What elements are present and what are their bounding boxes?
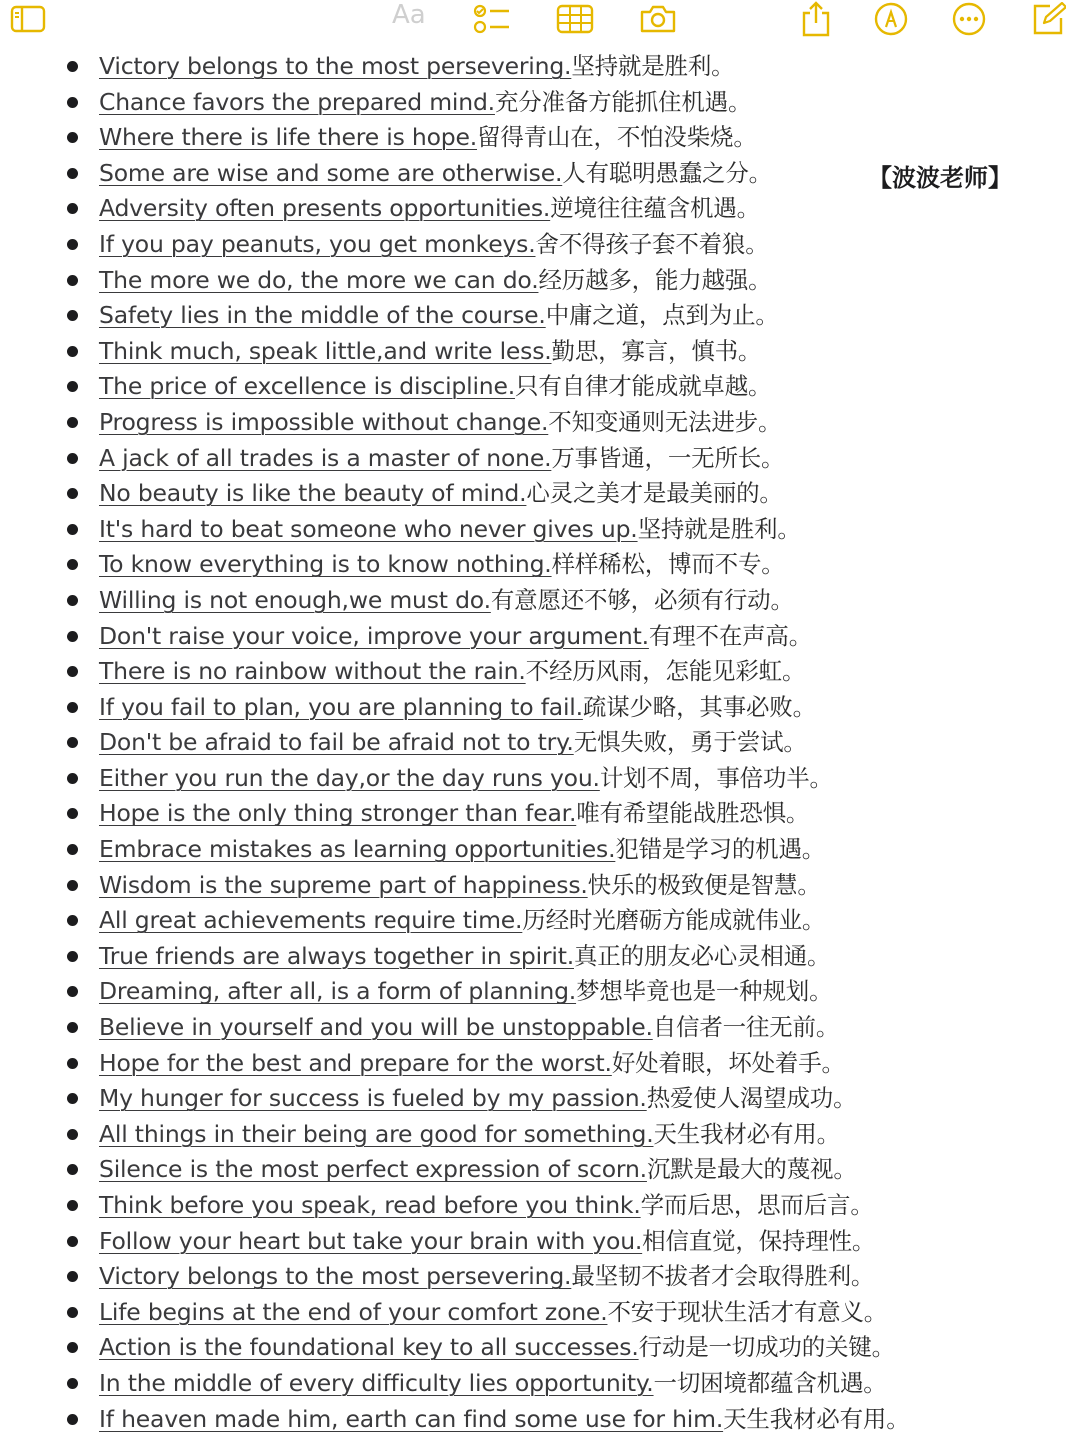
english-phrase: Adversity often presents opportunities. xyxy=(99,194,551,223)
bullet-icon xyxy=(67,310,78,321)
camera-icon[interactable] xyxy=(637,2,679,36)
list-item-text xyxy=(99,904,825,936)
list-item-text xyxy=(99,726,807,758)
bullet-icon xyxy=(67,1058,78,1069)
english-phrase: Action is the foundational key to all successes. xyxy=(99,1333,639,1362)
english-phrase: Victory belongs to the most persevering. xyxy=(99,1262,572,1291)
checklist-icon[interactable] xyxy=(472,2,512,36)
english-phrase: There is no rainbow without the rain. xyxy=(99,657,526,686)
list-item[interactable] xyxy=(0,868,1080,904)
english-phrase: Life begins at the end of your comfort zone. xyxy=(99,1297,608,1326)
list-item[interactable] xyxy=(0,583,1080,619)
list-item-text xyxy=(99,1082,856,1114)
english-phrase: Wisdom is the supreme part of happiness. xyxy=(99,870,588,899)
chinese-translation: 逆境往往蕴含机遇。 xyxy=(550,194,760,223)
bullet-icon xyxy=(67,1236,78,1247)
chinese-translation: 经历越多，能力越强。 xyxy=(538,265,772,294)
list-item[interactable] xyxy=(0,1046,1080,1082)
bullet-icon xyxy=(67,1200,78,1211)
list-item[interactable] xyxy=(0,725,1080,761)
list-item[interactable] xyxy=(0,1010,1080,1046)
english-phrase: Hope for the best and prepare for the worst. xyxy=(99,1048,612,1077)
list-item-text xyxy=(99,584,794,616)
bullet-icon xyxy=(67,1022,78,1033)
list-item[interactable] xyxy=(0,761,1080,797)
list-item[interactable] xyxy=(0,1081,1080,1117)
list-item-text xyxy=(99,157,772,189)
list-item-text xyxy=(99,1047,845,1079)
bullet-icon xyxy=(67,915,78,926)
english-phrase: If you pay peanuts, you get monkeys. xyxy=(99,229,536,258)
list-item[interactable] xyxy=(0,1295,1080,1331)
list-item-text xyxy=(99,1260,874,1292)
english-phrase: It's hard to beat someone who never gives up. xyxy=(99,514,638,543)
chinese-translation: 最坚韧不拔者才会取得胜利。 xyxy=(571,1262,875,1291)
chinese-translation: 充分准备方能抓住机遇。 xyxy=(494,87,752,116)
chinese-translation: 样样稀松，博而不专。 xyxy=(551,550,785,579)
note-body[interactable] xyxy=(0,49,1080,1437)
sidebar-icon[interactable] xyxy=(8,2,48,36)
chinese-translation: 只有自律才能成就卓越。 xyxy=(515,372,772,401)
list-item[interactable] xyxy=(0,903,1080,939)
chinese-translation: 不知变通则无法进步。 xyxy=(548,407,782,436)
bullet-icon xyxy=(67,631,78,642)
author-tag: 【波波老师】 xyxy=(868,164,1012,192)
bullet-icon xyxy=(67,1414,78,1425)
english-phrase: Embrace mistakes as learning opportunities. xyxy=(99,835,616,864)
english-phrase: Victory belongs to the most persevering. xyxy=(99,52,572,80)
list-item[interactable] xyxy=(0,1117,1080,1153)
list-item-text xyxy=(99,833,825,865)
bullet-icon xyxy=(67,1342,78,1353)
list-item[interactable] xyxy=(0,1188,1080,1224)
chinese-translation: 天生我材必有用。 xyxy=(653,1119,840,1148)
list-item-text xyxy=(99,513,801,545)
chinese-translation: 不经历风雨，怎能见彩虹。 xyxy=(525,657,806,686)
english-phrase: Where there is life there is hope. xyxy=(99,123,478,152)
list-item[interactable] xyxy=(0,49,1080,85)
list-item[interactable] xyxy=(0,1259,1080,1295)
list-item[interactable] xyxy=(0,832,1080,868)
english-phrase: Follow your heart but take your brain with you. xyxy=(99,1226,643,1255)
list-item-text xyxy=(99,477,783,509)
list-item-text xyxy=(99,335,761,367)
chinese-translation: 勤思，寡言，慎书。 xyxy=(551,336,762,365)
list-item[interactable] xyxy=(0,227,1080,263)
bullet-icon xyxy=(67,666,78,677)
chinese-translation: 计划不周，事倍功半。 xyxy=(599,763,833,792)
list-item-text xyxy=(99,406,781,438)
list-item-text xyxy=(99,370,771,402)
english-phrase: Dreaming, after all, is a form of planning. xyxy=(99,977,577,1006)
english-phrase: Progress is impossible without change. xyxy=(99,407,549,436)
list-item-text xyxy=(99,1189,874,1221)
list-item-text xyxy=(99,1296,887,1328)
chinese-translation: 有理不在声高。 xyxy=(648,621,813,650)
chinese-translation: 梦想毕竟也是一种规划。 xyxy=(576,977,833,1006)
list-item-text xyxy=(99,86,751,118)
english-phrase: Silence is the most perfect expression of scorn. xyxy=(99,1155,647,1184)
list-item[interactable] xyxy=(0,547,1080,583)
english-phrase: To know everything is to know nothing. xyxy=(99,550,552,579)
list-item[interactable] xyxy=(0,796,1080,832)
english-phrase: If heaven made him, earth can find some use for him. xyxy=(99,1404,724,1433)
list-item[interactable] xyxy=(0,1402,1080,1438)
list-item[interactable] xyxy=(0,1330,1080,1366)
notes-toolbar xyxy=(0,0,1080,44)
english-phrase: My hunger for success is fueled by my passion. xyxy=(99,1084,647,1113)
list-item-text xyxy=(99,620,812,652)
format-text-button[interactable]: Aa xyxy=(392,0,426,30)
list-item-text xyxy=(99,121,757,153)
english-phrase: Safety lies in the middle of the course. xyxy=(99,301,546,330)
list-item[interactable] xyxy=(0,441,1080,477)
share-icon[interactable] xyxy=(798,2,834,36)
chinese-translation: 留得青山在，不怕没柴烧。 xyxy=(477,123,757,152)
chinese-translation: 相信直觉，保持理性。 xyxy=(642,1226,876,1255)
chinese-translation: 自信者一往无前。 xyxy=(652,1013,840,1042)
bullet-icon xyxy=(67,1307,78,1318)
list-item[interactable] xyxy=(0,120,1080,156)
list-item-text xyxy=(99,299,779,331)
list-item[interactable] xyxy=(0,619,1080,655)
english-phrase: Think before you speak, read before you think. xyxy=(99,1191,641,1219)
english-phrase: Don't raise your voice, improve your argument. xyxy=(99,621,649,650)
english-phrase: All things in their being are good for something. xyxy=(99,1119,654,1148)
english-phrase: Believe in yourself and you will be unstoppable. xyxy=(99,1013,653,1042)
english-phrase: A jack of all trades is a master of none. xyxy=(99,443,552,472)
english-phrase: Think much, speak little,and write less. xyxy=(99,336,552,365)
list-item[interactable] xyxy=(0,191,1080,227)
english-phrase: Willing is not enough,we must do. xyxy=(99,585,491,614)
chinese-translation: 热爱使人渴望成功。 xyxy=(646,1084,857,1113)
list-item[interactable] xyxy=(0,654,1080,690)
bullet-icon xyxy=(67,488,78,499)
list-item-text xyxy=(99,762,833,794)
list-item-text xyxy=(99,1118,840,1150)
bullet-icon xyxy=(67,1271,78,1282)
list-item[interactable] xyxy=(0,298,1080,334)
bullet-icon xyxy=(67,1378,78,1389)
bullet-icon xyxy=(67,1129,78,1140)
list-item[interactable] xyxy=(0,1366,1080,1402)
english-phrase: Either you run the day,or the day runs you. xyxy=(99,763,600,792)
chinese-translation: 人有聪明愚蠢之分。 xyxy=(562,158,772,187)
list-item[interactable] xyxy=(0,1152,1080,1188)
chinese-translation: 行动是一切成功的关键。 xyxy=(638,1333,895,1362)
chinese-translation: 学而后思，思而后言。 xyxy=(640,1191,874,1219)
list-item-text xyxy=(99,940,830,972)
list-item-text xyxy=(99,50,734,82)
table-icon[interactable] xyxy=(555,2,595,36)
list-item-text xyxy=(99,1011,839,1043)
list-item[interactable] xyxy=(0,974,1080,1010)
bullet-icon xyxy=(67,773,78,784)
list-item[interactable] xyxy=(0,334,1080,370)
chinese-translation: 疏谋少略，其事必败。 xyxy=(582,692,816,721)
chinese-translation: 一切困境都蕴含机遇。 xyxy=(653,1368,887,1397)
list-item[interactable] xyxy=(0,690,1080,726)
bullet-icon xyxy=(67,702,78,713)
list-item[interactable] xyxy=(0,85,1080,121)
english-phrase: The more we do, the more we can do. xyxy=(99,265,539,294)
english-phrase: Chance favors the prepared mind. xyxy=(99,87,495,116)
list-item-text xyxy=(99,1367,887,1399)
english-phrase: All great achievements require time. xyxy=(99,906,523,935)
bullet-icon xyxy=(67,381,78,392)
bullet-icon xyxy=(67,346,78,357)
bullet-icon xyxy=(67,417,78,428)
markup-pen-icon[interactable] xyxy=(872,2,910,36)
bullet-icon xyxy=(67,97,78,108)
bullet-icon xyxy=(67,880,78,891)
english-phrase: If you fail to plan, you are planning to fail. xyxy=(99,692,583,721)
list-item-text xyxy=(99,1225,875,1257)
chinese-translation: 舍不得孩子套不着狼。 xyxy=(535,229,769,258)
list-item-text xyxy=(99,442,784,474)
chinese-translation: 中庸之道，点到为止。 xyxy=(545,301,779,330)
list-item-text xyxy=(99,975,832,1007)
chinese-translation: 快乐的极致便是智慧。 xyxy=(587,870,821,899)
list-item-text xyxy=(99,192,760,224)
english-phrase: True friends are always together in spirit. xyxy=(99,941,574,970)
list-item[interactable] xyxy=(0,405,1080,441)
chinese-translation: 好处着眼，坏处着手。 xyxy=(611,1048,845,1077)
list-item[interactable] xyxy=(0,369,1080,405)
chinese-translation: 唯有希望能战胜恐惧。 xyxy=(576,799,810,828)
list-item-text xyxy=(99,1153,857,1185)
bullet-icon xyxy=(67,61,78,72)
bullet-icon xyxy=(67,132,78,143)
list-item-text xyxy=(99,691,816,723)
chinese-translation: 沉默是最大的蔑视。 xyxy=(646,1155,857,1184)
list-item-text xyxy=(99,797,809,829)
chinese-translation: 天生我材必有用。 xyxy=(723,1404,910,1433)
chinese-translation: 坚持就是胜利。 xyxy=(637,514,801,543)
english-phrase: In the middle of every difficulty lies opportunity. xyxy=(99,1368,654,1397)
chinese-translation: 历经时光磨砺方能成就伟业。 xyxy=(522,906,826,935)
list-item-text xyxy=(99,1403,910,1435)
bullet-icon xyxy=(67,168,78,179)
list-item[interactable] xyxy=(0,939,1080,975)
bullet-icon xyxy=(67,203,78,214)
list-item-text xyxy=(99,548,785,580)
chinese-translation: 无惧失败，勇于尝试。 xyxy=(573,728,807,757)
bullet-icon xyxy=(67,808,78,819)
compose-icon[interactable] xyxy=(1028,2,1068,36)
list-item[interactable] xyxy=(0,1224,1080,1260)
bullet-icon xyxy=(67,239,78,250)
bullet-icon xyxy=(67,1164,78,1175)
bullet-icon xyxy=(67,275,78,286)
bullet-icon xyxy=(67,559,78,570)
bullet-icon xyxy=(67,1093,78,1104)
english-phrase: Hope is the only thing stronger than fear. xyxy=(99,799,577,828)
list-item-text xyxy=(99,1331,895,1363)
bullet-icon xyxy=(67,844,78,855)
english-phrase: The price of excellence is discipline. xyxy=(99,372,516,401)
list-item-text xyxy=(99,264,771,296)
bullet-icon xyxy=(67,595,78,606)
more-icon[interactable] xyxy=(950,2,988,36)
english-phrase: Don't be afraid to fail be afraid not to try. xyxy=(99,728,574,757)
list-item[interactable] xyxy=(0,476,1080,512)
list-item-text xyxy=(99,655,805,687)
chinese-translation: 有意愿还不够，必须有行动。 xyxy=(490,585,794,614)
list-item-text xyxy=(99,228,769,260)
chinese-translation: 坚持就是胜利。 xyxy=(571,52,735,80)
chinese-translation: 万事皆通，一无所长。 xyxy=(551,443,785,472)
bullet-icon xyxy=(67,453,78,464)
chinese-translation: 真正的朋友必心灵相通。 xyxy=(574,941,831,970)
list-item-text xyxy=(99,869,821,901)
chinese-translation: 犯错是学习的机遇。 xyxy=(615,835,826,864)
chinese-translation: 心灵之美才是最美丽的。 xyxy=(526,479,783,508)
bullet-icon xyxy=(67,737,78,748)
list-item[interactable] xyxy=(0,263,1080,299)
chinese-translation: 不安于现状生活才有意义。 xyxy=(607,1297,888,1326)
list-item[interactable] xyxy=(0,512,1080,548)
bullet-icon xyxy=(67,986,78,997)
bullet-icon xyxy=(67,951,78,962)
english-phrase: No beauty is like the beauty of mind. xyxy=(99,479,527,508)
bullet-icon xyxy=(67,524,78,535)
english-phrase: Some are wise and some are otherwise. xyxy=(99,158,563,187)
